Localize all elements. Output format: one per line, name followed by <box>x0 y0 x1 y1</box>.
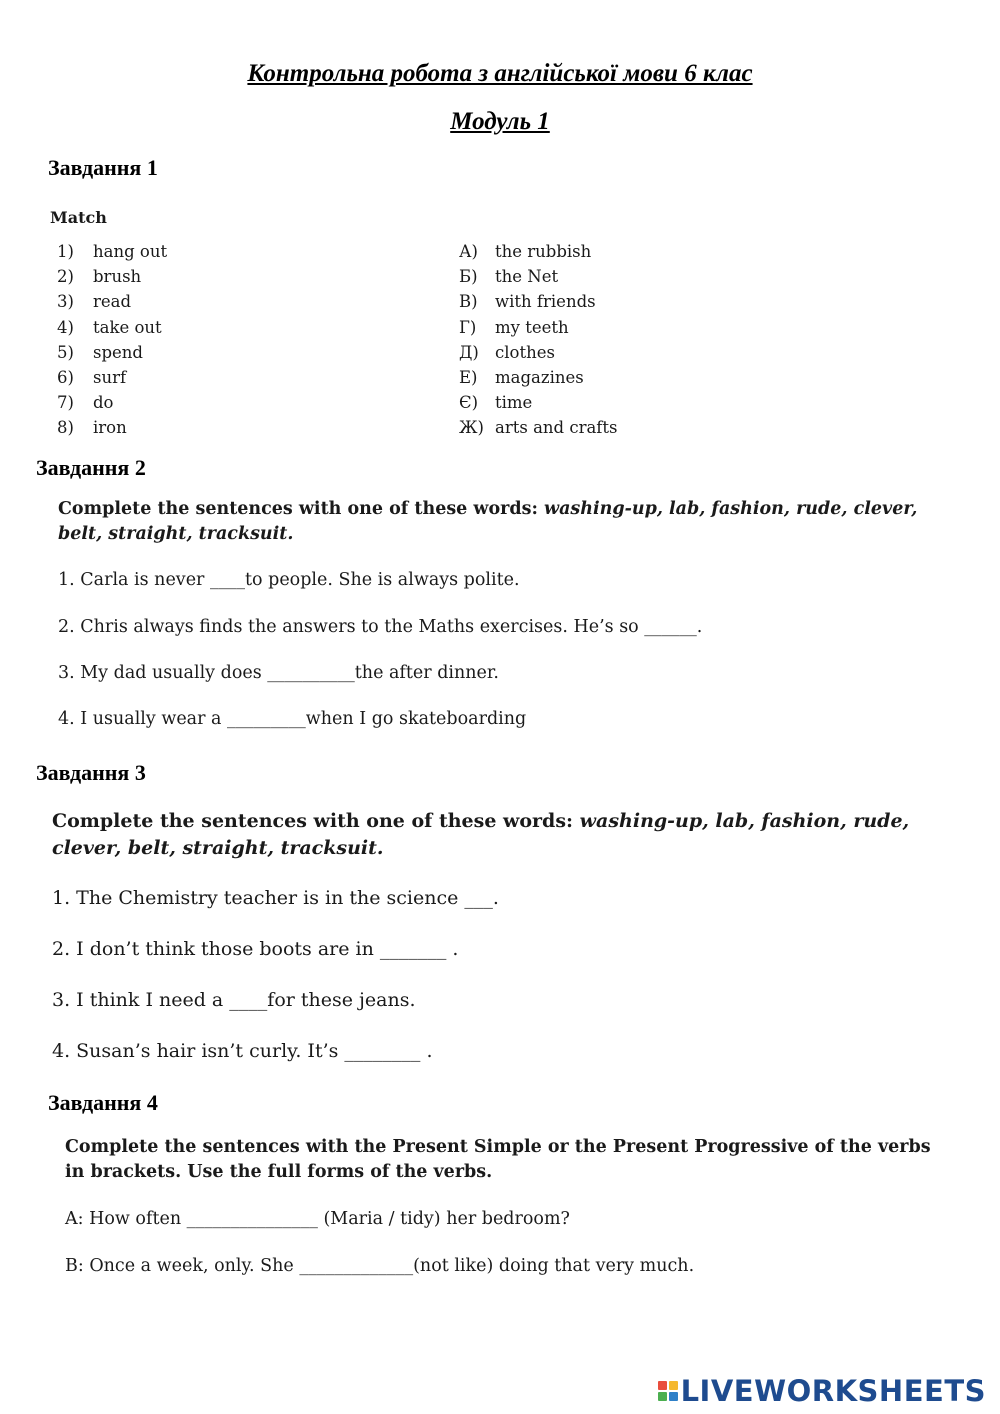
match-left-item <box>57 318 162 337</box>
match-left-item <box>57 418 127 437</box>
task3-instruction <box>52 808 982 861</box>
task3-sentence-1: 1. The Chemistry teacher is in the science ___. <box>52 887 499 909</box>
item-text: arts and crafts <box>495 418 618 437</box>
match-left-item <box>57 368 126 387</box>
item-text: brush <box>93 267 142 286</box>
match-left-item <box>57 343 143 362</box>
match-right-item <box>459 393 532 412</box>
task4-heading: Завдання 4 <box>48 1090 158 1115</box>
word-bank: washing-up, lab, fashion, rude, clever, belt, straight, tracksuit. <box>52 810 910 859</box>
task2-instruction <box>58 497 938 546</box>
item-number: 6) <box>57 368 74 387</box>
item-text: clothes <box>495 343 555 362</box>
item-text: spend <box>93 343 143 362</box>
logo-square <box>669 1392 678 1401</box>
logo-square <box>669 1381 678 1390</box>
item-number: 7) <box>57 393 74 412</box>
task2-sentence-4: 4. I usually wear a _________when I go skateboarding <box>58 709 527 729</box>
item-number: 4) <box>57 318 74 337</box>
match-left-item <box>57 292 131 311</box>
match-left-item <box>57 242 167 261</box>
task3-sentence-3: 3. I think I need a ____for these jeans. <box>52 989 416 1011</box>
item-text: do <box>93 393 114 412</box>
match-right-item <box>459 267 558 286</box>
task2-heading: Завдання 2 <box>36 455 146 480</box>
item-letter: А) <box>459 242 478 261</box>
match-right-item <box>459 292 596 311</box>
item-number: 5) <box>57 343 74 362</box>
word-bank: washing-up, lab, fashion, rude, clever, belt, straight, tracksuit. <box>58 499 918 544</box>
task4-line-a: A: How often _______________ (Maria / tidy) her bedroom? <box>65 1209 570 1229</box>
task2-sentence-3: 3. My dad usually does __________the after dinner. <box>58 663 499 683</box>
item-letter: В) <box>459 292 478 311</box>
item-letter: Е) <box>459 368 478 387</box>
item-text: read <box>93 292 132 311</box>
item-letter: Б) <box>459 267 478 286</box>
task1-heading: Завдання 1 <box>48 155 158 180</box>
item-letter: Є) <box>459 393 479 412</box>
item-text: the Net <box>495 267 559 286</box>
match-right-item <box>459 418 618 437</box>
item-text: with friends <box>495 292 596 311</box>
task3-sentence-4: 4. Susan’s hair isn’t curly. It’s ________ . <box>52 1040 433 1062</box>
task2-sentence-1: 1. Carla is never ____to people. She is always polite. <box>58 570 520 590</box>
logo-mark-icon <box>658 1381 678 1401</box>
page-title: Контрольна робота з англійської мови 6 клас <box>247 60 753 87</box>
item-text: surf <box>93 368 127 387</box>
item-text: time <box>495 393 533 412</box>
item-text: the rubbish <box>495 242 592 261</box>
logo-square <box>658 1381 667 1390</box>
match-right-item <box>459 343 555 362</box>
instruction-text: Complete the sentences with one of these words: <box>58 499 545 519</box>
task1-instruction: Match <box>50 208 107 227</box>
match-left-item <box>57 393 114 412</box>
task2-sentence-2: 2. Chris always finds the answers to the Maths exercises. He’s so ______. <box>58 617 703 637</box>
item-letter: Г) <box>459 318 477 337</box>
item-text: take out <box>93 318 162 337</box>
match-left-item <box>57 267 141 286</box>
logo-text: LIVEWORKSHEETS <box>680 1374 986 1408</box>
item-number: 2) <box>57 267 74 286</box>
instruction-text: Complete the sentences with one of these words: <box>52 810 580 832</box>
liveworksheets-logo <box>658 1374 986 1408</box>
item-number: 1) <box>57 242 74 261</box>
page-subtitle: Модуль 1 <box>450 108 550 135</box>
item-number: 3) <box>57 292 74 311</box>
task3-sentence-2: 2. I don’t think those boots are in _______ . <box>52 938 459 960</box>
item-letter: Д) <box>459 343 479 362</box>
match-right-item <box>459 318 569 337</box>
item-text: hang out <box>93 242 168 261</box>
logo-square <box>658 1392 667 1401</box>
item-number: 8) <box>57 418 74 437</box>
item-letter: Ж) <box>459 418 484 437</box>
task4-line-b: B: Once a week, only. She _____________(not like) doing that very much. <box>65 1256 695 1276</box>
task3-heading: Завдання 3 <box>36 760 146 785</box>
item-text: magazines <box>495 368 584 387</box>
item-text: iron <box>93 418 127 437</box>
match-right-item <box>459 242 591 261</box>
match-right-item <box>459 368 584 387</box>
item-text: my teeth <box>495 318 569 337</box>
task4-instruction: Complete the sentences with the Present Simple or the Present Progressive of the verbs in brackets. Use the full forms of the verbs. <box>65 1137 931 1182</box>
